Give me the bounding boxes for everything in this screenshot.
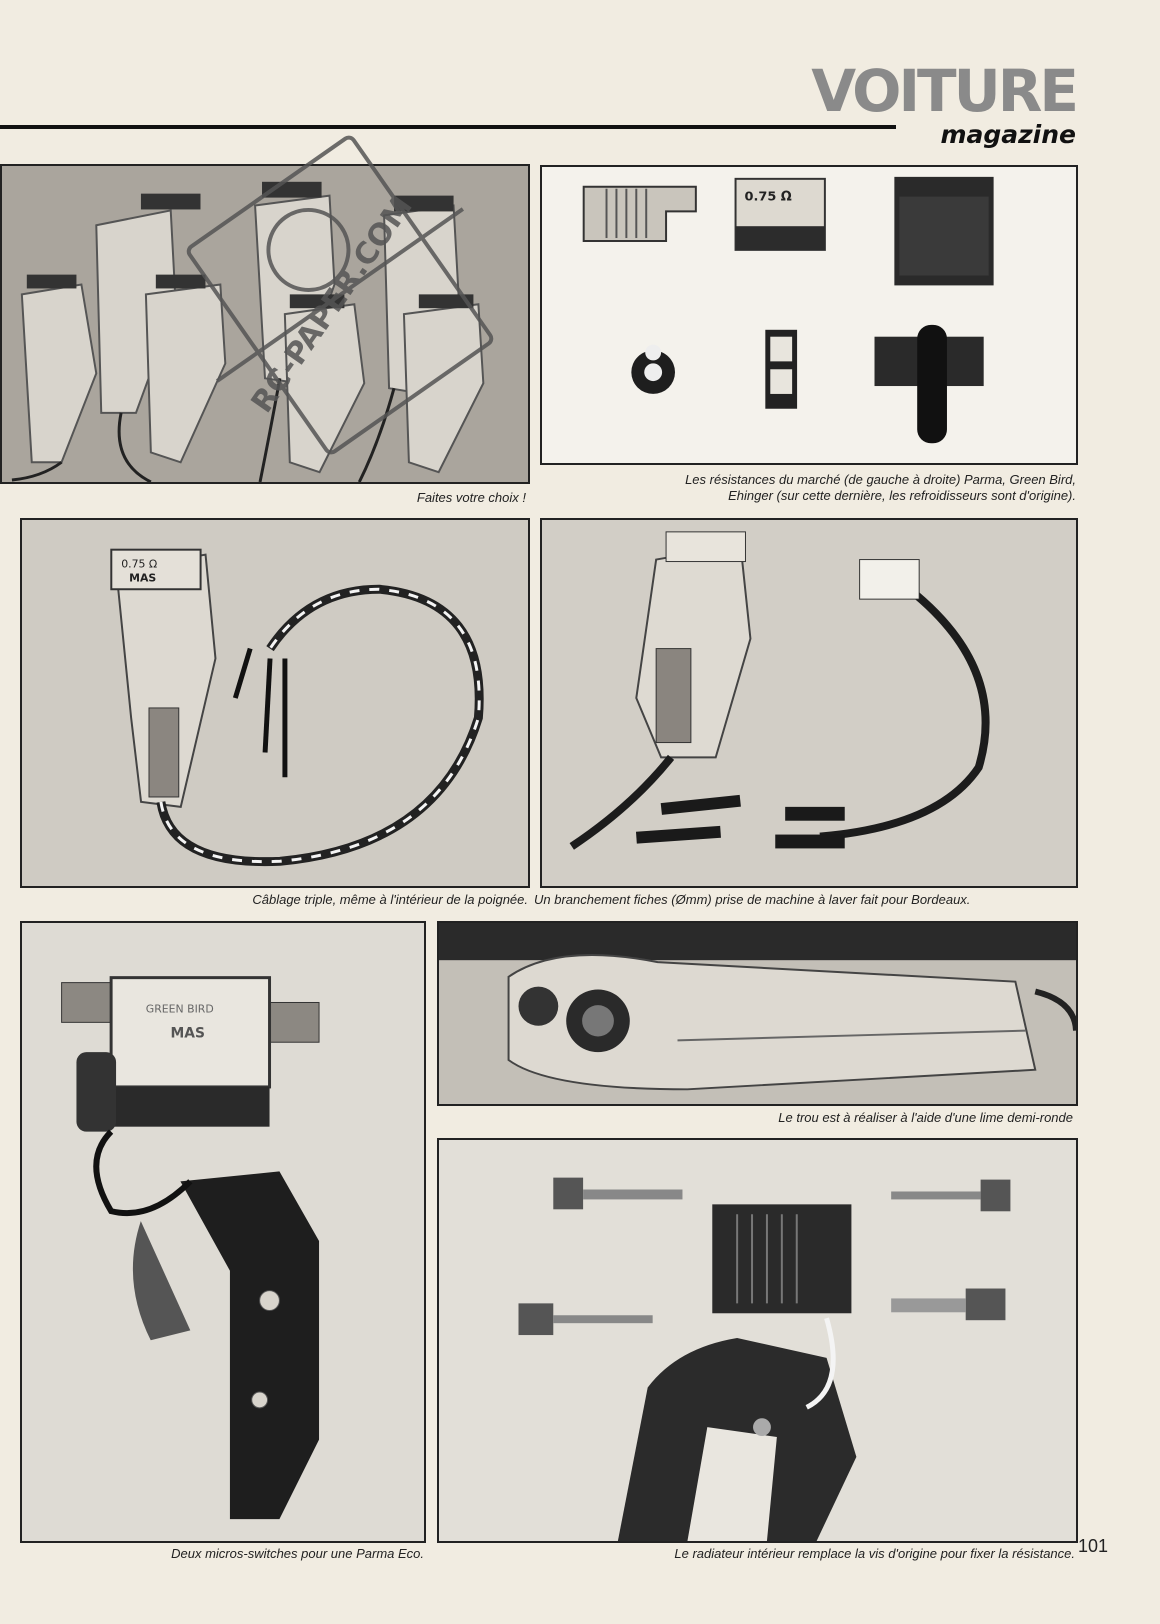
- photo-micro-switches: [20, 921, 426, 1543]
- mas-label: MAS: [170, 1025, 206, 1042]
- caption-photo-7: Le radiateur intérieur remplace la vis d'origine pour fixer la résistance.: [674, 1546, 1075, 1561]
- magazine-brand: VOITURE: [811, 57, 1076, 125]
- caption-photo-2: [540, 472, 1076, 504]
- photo-triple-wiring: [20, 518, 530, 888]
- page-number: 101: [1078, 1536, 1109, 1556]
- magazine-subtitle: magazine: [940, 120, 1076, 149]
- rc-paper-watermark: [170, 110, 510, 480]
- handle-value-label: 0.75 Ω: [121, 557, 158, 571]
- photo-handle-hole: [437, 921, 1078, 1106]
- caption-photo-3: Câblage triple, même à l'intérieur de la poignée.: [252, 892, 528, 907]
- caption-photo-2-line-2: Ehinger (sur cette dernière, les refroidisseurs sont d'origine).: [728, 488, 1076, 503]
- resistor-value-label: 0.75 Ω: [744, 189, 792, 205]
- photo-radiator: [437, 1138, 1078, 1543]
- photo-connector: [540, 518, 1078, 888]
- photo-resistors: [540, 165, 1078, 465]
- masthead: [811, 57, 1076, 149]
- green-bird-label: GREEN BIRD: [145, 1002, 214, 1016]
- caption-photo-1: Faites votre choix !: [416, 490, 526, 505]
- caption-photo-2-line-1: Les résistances du marché (de gauche à droite) Parma, Green Bird,: [685, 472, 1076, 487]
- watermark-text: RC-PAPER.COM: [244, 189, 420, 420]
- caption-photo-5: Deux micros-switches pour une Parma Eco.: [171, 1546, 424, 1561]
- handle-mas-label: MAS: [129, 571, 157, 585]
- caption-photo-6: Le trou est à réaliser à l'aide d'une lime demi-ronde: [778, 1110, 1073, 1125]
- caption-photo-4: Un branchement fiches (Ømm) prise de machine à laver fait pour Bordeaux.: [534, 892, 971, 907]
